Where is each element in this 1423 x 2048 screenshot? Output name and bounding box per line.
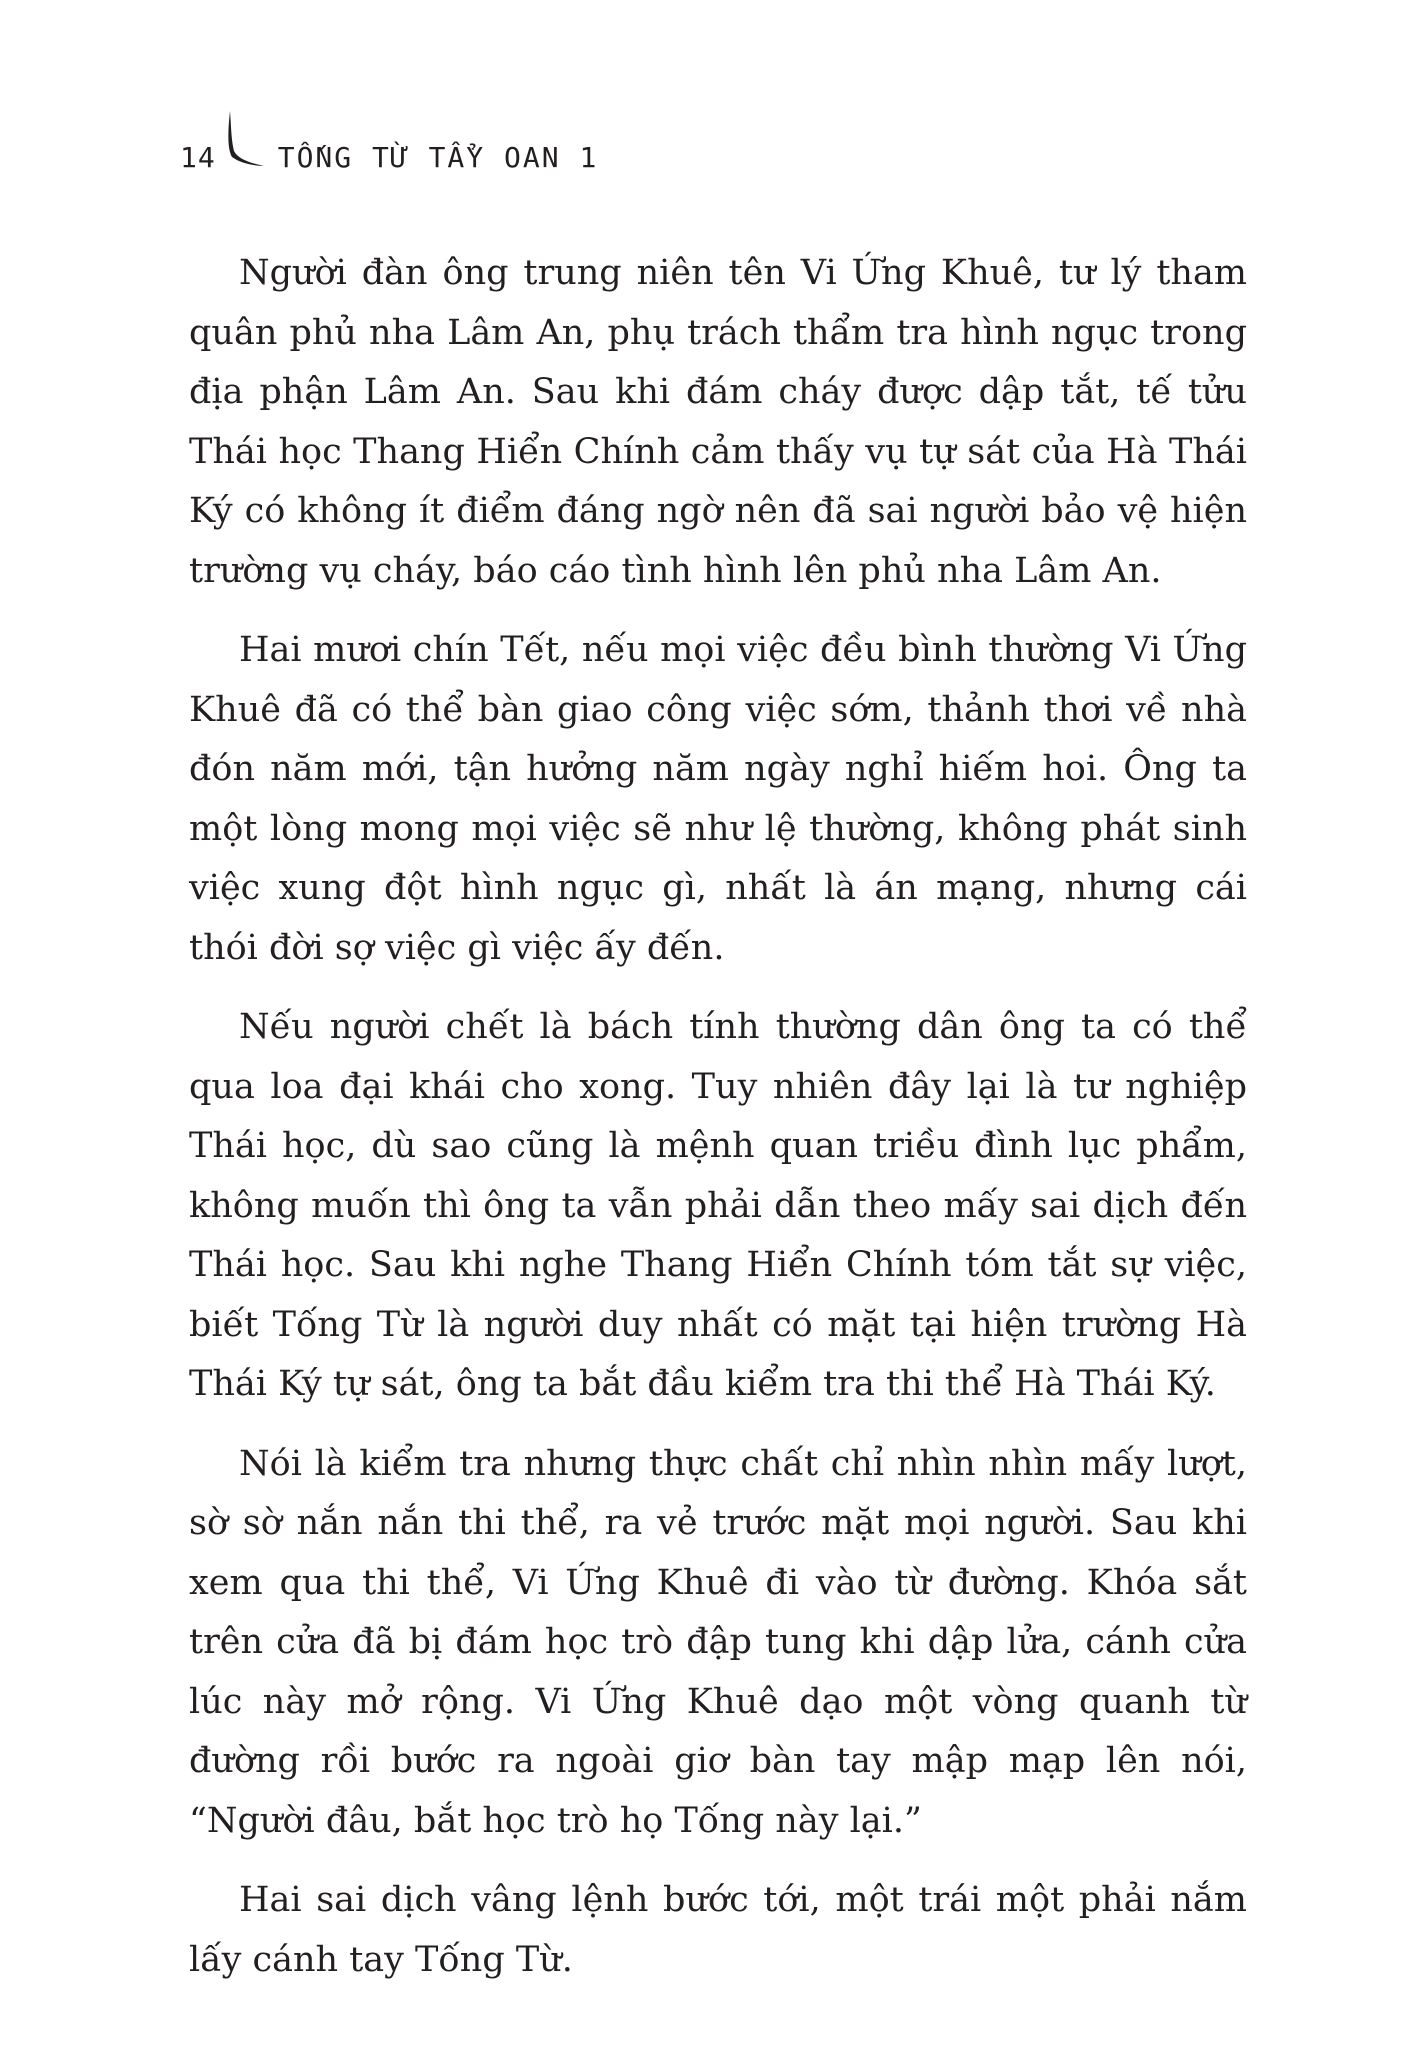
paragraph: Người đàn ông trung niên tên Vi Ứng Khuê, tư lý tham quân phủ nha Lâm An, phụ trách thẩm tra hình ngục trong địa phận Lâm An. Sau khi đám cháy được dập tắt, tế tửu Thái học Thang Hiển Chính cảm thấy vụ tự sát của Hà Thái Ký có không ít điểm đáng ngờ nên đã sai người bảo vệ hiện trường vụ cháy, báo cáo tình hình lên phủ nha Lâm An.: [189, 253, 1247, 591]
body-text: [189, 244, 1247, 2010]
page-number: 14: [180, 140, 216, 174]
paragraph: Nói là kiểm tra nhưng thực chất chỉ nhìn nhìn mấy lượt, sờ sờ nắn nắn thi thể, ra vẻ trước mặt mọi người. Sau khi xem qua thi thể, Vi Ứng Khuê đi vào từ đường. Khóa sắt trên cửa đã bị đám học trò đập tung khi dập lửa, cánh cửa lúc này mở rộng. Vi Ứng Khuê dạo một vòng quanh từ đường rồi bước ra ngoài giơ bàn tay mập mạp lên nói, “Người đâu, bắt học trò họ Tống này lại.”: [189, 1443, 1247, 1841]
running-head: [180, 132, 598, 182]
brush-stroke-icon: [220, 109, 272, 169]
paragraph: Hai sai dịch vâng lệnh bước tới, một trái một phải nắm lấy cánh tay Tống Từ.: [189, 1880, 1247, 1980]
paragraph: Hai mươi chín Tết, nếu mọi việc đều bình thường Vi Ứng Khuê đã có thể bàn giao công việc sớm, thảnh thơi về nhà đón năm mới, tận hưởng năm ngày nghỉ hiếm hoi. Ông ta một lòng mong mọi việc sẽ như lệ thường, không phát sinh việc xung đột hình ngục gì, nhất là án mạng, nhưng cái thói đời sợ việc gì việc ấy đến.: [189, 630, 1247, 968]
running-title: TỐNG TỪ TẨY OAN 1: [277, 140, 599, 174]
paragraph: Nếu người chết là bách tính thường dân ông ta có thể qua loa đại khái cho xong. Tuy nhiên đây lại là tư nghiệp Thái học, dù sao cũng là mệnh quan triều đình lục phẩm, không muốn thì ông ta vẫn phải dẫn theo mấy sai dịch đến Thái học. Sau khi nghe Thang Hiển Chính tóm tắt sự việc, biết Tống Từ là người duy nhất có mặt tại hiện trường Hà Thái Ký tự sát, ông ta bắt đầu kiểm tra thi thể Hà Thái Ký.: [189, 1007, 1247, 1404]
